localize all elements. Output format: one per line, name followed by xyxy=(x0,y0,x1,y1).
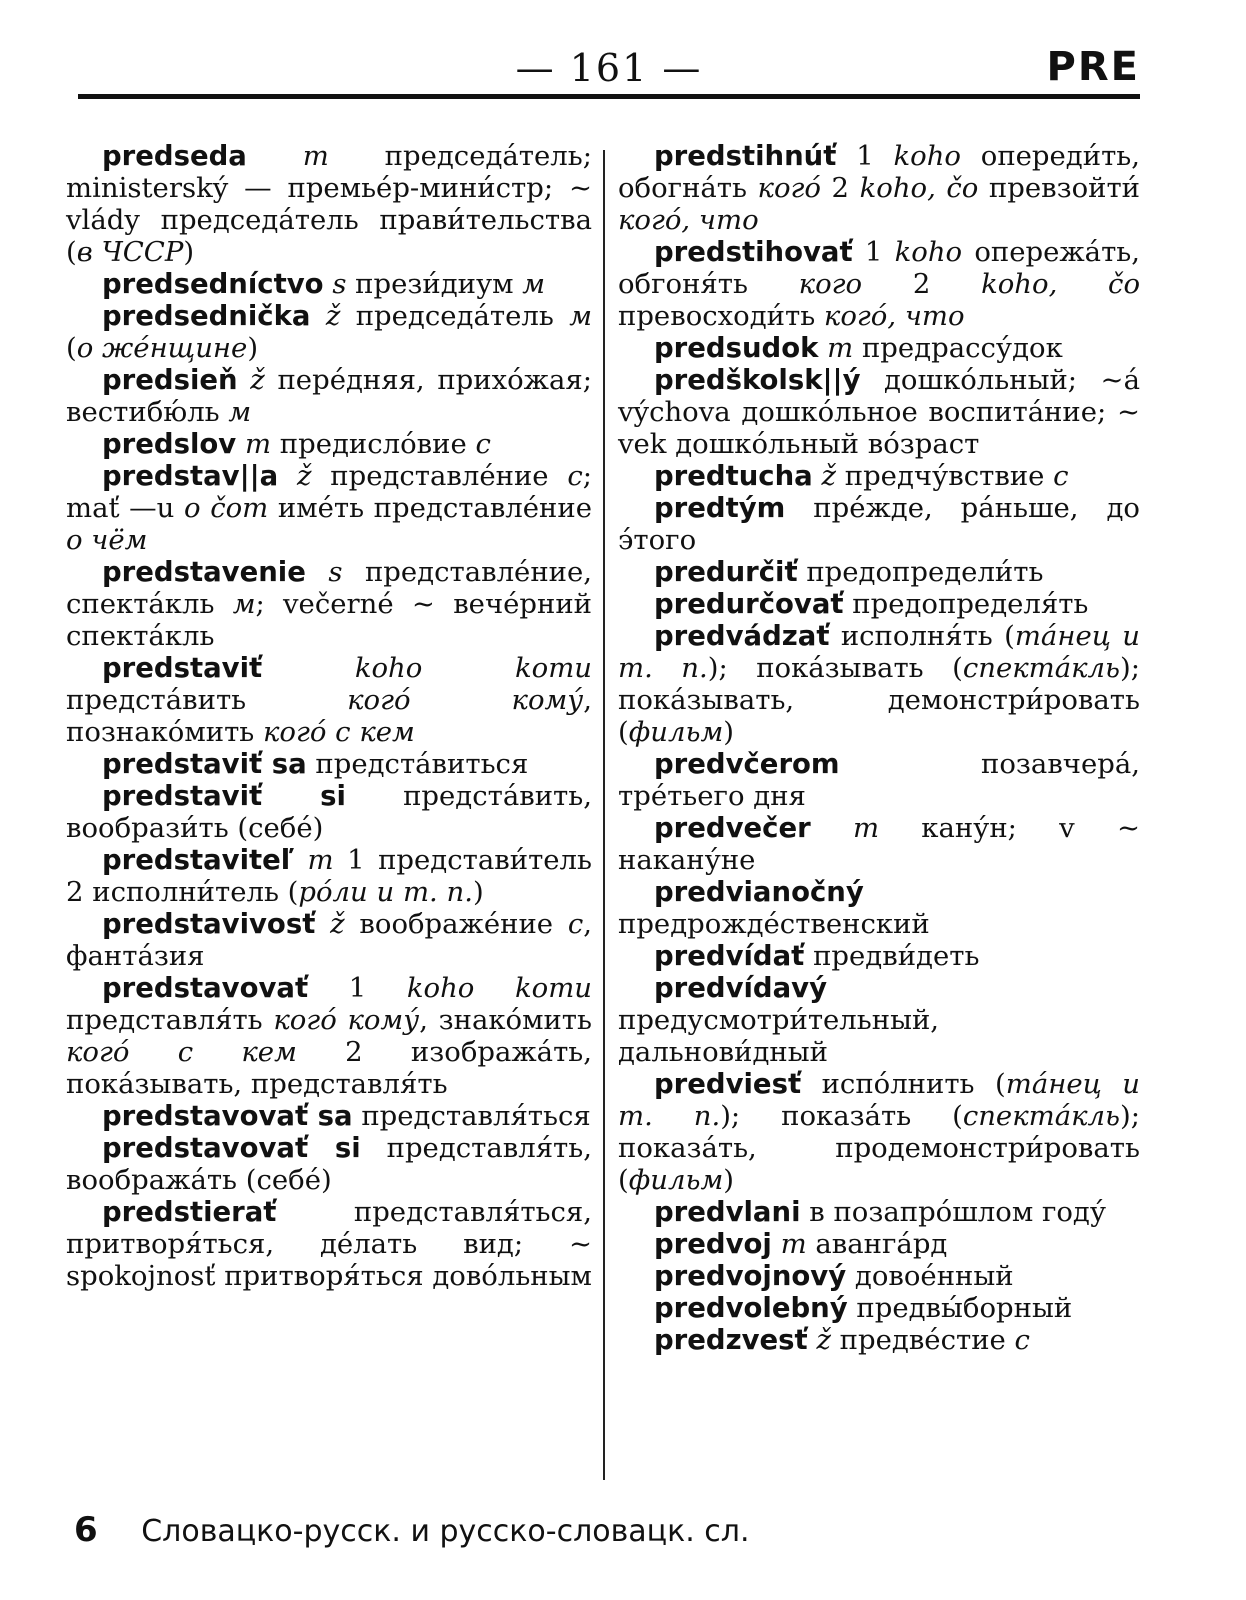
dictionary-entry xyxy=(66,748,592,780)
grammar-note: koho komu xyxy=(406,972,592,1004)
grammar-note: та́нец и т. п. xyxy=(618,620,1140,684)
dictionary-entry xyxy=(66,908,592,972)
definition-text: прези́диум xyxy=(346,268,523,300)
grammar-note: о чём xyxy=(66,524,148,556)
definition-text: 2 xyxy=(820,172,860,204)
grammar-note: кого́ с кем xyxy=(66,1036,297,1068)
headword: predvčerom xyxy=(654,748,840,780)
dictionary-entry xyxy=(618,1260,1140,1292)
definition-text: представле́ние xyxy=(311,460,568,492)
definition-text: 1 представи́тель 2 исполни́тель ( xyxy=(66,844,592,908)
definition-text xyxy=(238,364,251,396)
grammar-note: ро́ли и т. п. xyxy=(298,876,473,908)
page-number: — 161 — xyxy=(515,46,703,90)
definition-text xyxy=(813,460,822,492)
definition-text: предста́вить xyxy=(66,684,348,716)
headword: predsednička xyxy=(102,300,311,332)
definition-text: испо́лнить ( xyxy=(801,1068,1006,1100)
definition-text: превзойти́ xyxy=(978,172,1141,204)
guide-word: PRE xyxy=(1046,44,1140,90)
footer-text: Словацко-русск. и русско-словацк. сл. xyxy=(141,1514,750,1549)
grammar-note: кого́, что xyxy=(823,300,965,332)
headword: predstihovať xyxy=(654,236,853,268)
grammar-note: m xyxy=(307,844,334,876)
grammar-note: та́нец и т. п. xyxy=(618,1068,1140,1132)
headword: predstavivosť xyxy=(102,908,316,940)
grammar-note: koho xyxy=(893,140,961,172)
headword: predvečer xyxy=(654,812,811,844)
definition-text: предисло́вие xyxy=(271,428,476,460)
dictionary-entry xyxy=(618,1324,1140,1356)
definition-text: ); пока́зывать ( xyxy=(707,652,963,684)
definition-text: , фанта́зия xyxy=(66,908,592,972)
definition-text: , знако́мить xyxy=(419,1004,592,1036)
definition-text: ; mať —u xyxy=(66,460,592,524)
definition-text: ); показа́ть ( xyxy=(720,1100,963,1132)
grammar-note: фильм xyxy=(628,716,724,748)
dictionary-entry xyxy=(618,1068,1140,1196)
grammar-note: m xyxy=(827,332,854,364)
dictionary-entry xyxy=(66,972,592,1100)
headword: predstaviť si xyxy=(102,780,346,812)
grammar-note: s xyxy=(328,556,343,588)
definition-text: 1 xyxy=(852,236,895,268)
dictionary-entry xyxy=(618,748,1140,812)
grammar-note: с xyxy=(475,428,491,460)
grammar-note: кого́ кому́ xyxy=(347,684,584,716)
dictionary-entry xyxy=(618,556,1140,588)
dictionary-entry xyxy=(618,492,1140,556)
definition-text: дошко́льный; ~á výchova дошко́льное воспита́ние; ~ vek дошко́льный во́зраст xyxy=(618,364,1140,460)
grammar-note: s xyxy=(332,268,347,300)
grammar-note: кого́, что xyxy=(618,204,759,236)
grammar-note: koho, čo xyxy=(981,268,1140,300)
definition-text: представля́ться, притворя́ться, де́лать вид; ~ spokojnosť притворя́ться дово́льным xyxy=(66,1196,592,1292)
headword: predstihnúť xyxy=(654,140,837,172)
dictionary-entry xyxy=(618,1292,1140,1324)
grammar-note: ž xyxy=(330,908,345,940)
grammar-note: м xyxy=(228,396,252,428)
dictionary-entry xyxy=(618,364,1140,460)
definition-text: предве́стие xyxy=(830,1324,1015,1356)
definition-text: позавчера́, тре́тьего дня xyxy=(618,748,1140,812)
header-rule xyxy=(78,94,1140,99)
grammar-note: с xyxy=(567,460,583,492)
definition-text: ) xyxy=(183,236,195,268)
dictionary-entry xyxy=(66,556,592,652)
grammar-note: с xyxy=(567,908,584,940)
grammar-note: о же́нщине xyxy=(76,332,248,364)
dictionary-entry xyxy=(66,780,592,844)
headword: predvoj xyxy=(654,1228,772,1260)
headword: predstavovať sa xyxy=(102,1100,353,1132)
headword: predsedníctvo xyxy=(102,268,324,300)
dictionary-entry xyxy=(66,1132,592,1196)
dictionary-entry xyxy=(66,844,592,908)
dictionary-entry xyxy=(618,140,1140,236)
definition-text: ; večerné ~ вече́рний спекта́кль xyxy=(66,588,592,652)
dictionary-entry xyxy=(618,940,1140,972)
definition-text xyxy=(306,556,328,588)
headword: predurčovať xyxy=(654,588,844,620)
definition-text: предста́вить, вообрази́ть (себе́) xyxy=(66,780,592,844)
definition-text: ) xyxy=(723,716,734,748)
definition-text xyxy=(294,844,308,876)
grammar-note: koho komu xyxy=(354,652,592,684)
dictionary-entry xyxy=(618,332,1140,364)
headword: predsieň xyxy=(102,364,238,396)
headword: predvlani xyxy=(654,1196,801,1228)
definition-text: ); показа́ть, продемонстри́ровать ( xyxy=(618,1100,1140,1196)
dictionary-entry xyxy=(618,812,1140,876)
headword: predstaviť xyxy=(102,652,263,684)
definition-text xyxy=(247,140,303,172)
dictionary-entry xyxy=(618,1228,1140,1260)
definition-text: представля́ться xyxy=(352,1100,591,1132)
column-divider xyxy=(603,150,605,1480)
definition-text: исполня́ть ( xyxy=(829,620,1015,652)
definition-text: предста́виться xyxy=(306,748,529,780)
definition-text: пре́жде, ра́ньше, до э́того xyxy=(618,492,1140,556)
grammar-note: m xyxy=(852,812,880,844)
definition-text: предопредели́ть xyxy=(797,556,1044,588)
definition-text: 1 xyxy=(308,972,407,1004)
dictionary-entry xyxy=(66,460,592,556)
page-footer xyxy=(74,1510,749,1550)
grammar-note: кого́ кому́ xyxy=(273,1004,420,1036)
grammar-note: в ЧССР xyxy=(76,236,184,268)
grammar-note: ž xyxy=(821,460,836,492)
headword: predstavovať si xyxy=(102,1132,361,1164)
definition-text: воображе́ние xyxy=(344,908,568,940)
headword: predseda xyxy=(102,140,247,172)
grammar-note: m xyxy=(302,140,329,172)
definition-text: ( xyxy=(66,332,77,364)
grammar-note: с xyxy=(1053,460,1069,492)
definition-text: опереди́ть, обогна́ть xyxy=(618,140,1140,204)
definition-text: име́ть представле́ние xyxy=(268,492,592,524)
headword: predstierať xyxy=(102,1196,277,1228)
headword: predstavovať xyxy=(102,972,309,1004)
dictionary-entry xyxy=(66,652,592,748)
dictionary-entry xyxy=(618,236,1140,332)
dictionary-entry xyxy=(618,620,1140,748)
grammar-note: m xyxy=(780,1228,807,1260)
grammar-note: м xyxy=(569,300,592,332)
dictionary-entry xyxy=(618,588,1140,620)
dictionary-entry xyxy=(618,972,1140,1068)
dictionary-entry xyxy=(66,1196,592,1292)
grammar-note: ž xyxy=(816,1324,831,1356)
definition-text: предчу́вствие xyxy=(836,460,1054,492)
headword: predvolebný xyxy=(654,1292,848,1324)
definition-text: 2 изобража́ть, пока́зывать, представля́ть xyxy=(66,1036,592,1100)
headword: predstaviť sa xyxy=(102,748,307,780)
grammar-note: кого́ xyxy=(757,172,821,204)
definition-text: пере́дняя, прихо́жая; вестибю́ль xyxy=(66,364,592,428)
definition-text xyxy=(324,268,333,300)
definition-text: председа́тель xyxy=(340,300,570,332)
definition-text: в позапро́шлом году́ xyxy=(800,1196,1107,1228)
headword: predviesť xyxy=(654,1068,802,1100)
definition-text: представля́ть, вообража́ть (себе́) xyxy=(66,1132,592,1196)
dictionary-entry xyxy=(618,1196,1140,1228)
definition-text: предопределя́ть xyxy=(843,588,1089,620)
dictionary-entry xyxy=(618,460,1140,492)
headword: predvídavý xyxy=(654,972,828,1004)
grammar-note: m xyxy=(244,428,272,460)
definition-text xyxy=(262,652,355,684)
headword: predškolsk||ý xyxy=(654,364,861,396)
definition-text xyxy=(315,908,330,940)
grammar-note: ž xyxy=(297,460,312,492)
definition-text: кану́н; v ~ накану́не xyxy=(618,812,1140,876)
definition-text xyxy=(236,428,245,460)
headword: predsudok xyxy=(654,332,819,364)
grammar-note: спекта́кль xyxy=(962,1100,1120,1132)
dictionary-entry xyxy=(66,1100,592,1132)
headword: predtucha xyxy=(654,460,813,492)
headword: predurčiť xyxy=(654,556,798,588)
headword: predstaviteľ xyxy=(102,844,294,876)
headword: predslov xyxy=(102,428,237,460)
dictionary-entry xyxy=(66,300,592,364)
dictionary-entry xyxy=(66,364,592,428)
definition-text: ) xyxy=(472,876,484,908)
page-header xyxy=(78,42,1140,94)
headword: predzvesť xyxy=(654,1324,808,1356)
headword: predvianočný xyxy=(654,876,864,908)
headword: predstavenie xyxy=(102,556,306,588)
headword: predvojnový xyxy=(654,1260,847,1292)
definition-text: предви́деть xyxy=(804,940,980,972)
definition-text xyxy=(772,1228,781,1260)
definition-text xyxy=(811,812,853,844)
grammar-note: koho xyxy=(894,236,963,268)
definition-text: , познако́мить xyxy=(66,684,593,748)
definition-text: предусмотри́тельный, дальнови́дный xyxy=(618,1004,940,1068)
definition-text xyxy=(310,300,325,332)
grammar-note: м xyxy=(232,588,256,620)
definition-text xyxy=(278,460,297,492)
grammar-note: ž xyxy=(250,364,265,396)
definition-text: председа́тель; ministerský — премье́р-мини́стр; ~ vlády председа́тель прави́тельства ( xyxy=(66,140,592,268)
headword: predtým xyxy=(654,492,786,524)
definition-text: 1 xyxy=(836,140,894,172)
grammar-note: м xyxy=(522,268,546,300)
definition-text: ) xyxy=(247,332,259,364)
definition-text: опережа́ть, обгоня́ть xyxy=(618,236,1141,300)
definition-text: ); пока́зывать, демонстри́ровать ( xyxy=(618,652,1141,748)
headword: predvádzať xyxy=(654,620,830,652)
grammar-note: спекта́кль xyxy=(962,652,1121,684)
definition-text: предвы́борный xyxy=(847,1292,1073,1324)
definition-text: аванга́рд xyxy=(806,1228,948,1260)
definition-text: предрассу́док xyxy=(853,332,1063,364)
dictionary-entry xyxy=(66,140,592,268)
definition-text: представле́ние, спекта́кль xyxy=(66,556,592,620)
dictionary-entry xyxy=(66,428,592,460)
left-column xyxy=(66,140,592,1484)
grammar-note: с xyxy=(1014,1324,1030,1356)
definition-text: ) xyxy=(723,1164,734,1196)
signature-mark: 6 xyxy=(74,1510,98,1550)
grammar-note: o čom xyxy=(184,492,269,524)
grammar-note: koho, čo xyxy=(859,172,979,204)
headword: predvídať xyxy=(654,940,805,972)
definition-text xyxy=(818,332,827,364)
definition-text: превосходи́ть xyxy=(618,300,824,332)
grammar-note: фильм xyxy=(628,1164,724,1196)
headword: predstav||a xyxy=(102,460,279,492)
dictionary-entry xyxy=(618,876,1140,940)
definition-text: 2 xyxy=(862,268,982,300)
dictionary-entry xyxy=(66,268,592,300)
definition-text: довое́нный xyxy=(846,1260,1014,1292)
grammar-note: кого xyxy=(798,268,863,300)
definition-text: предрожде́ственский xyxy=(618,908,930,940)
grammar-note: кого́ с кем xyxy=(263,716,415,748)
grammar-note: ž xyxy=(325,300,341,332)
right-column xyxy=(618,140,1140,1484)
definition-text: представля́ть xyxy=(66,1004,274,1036)
